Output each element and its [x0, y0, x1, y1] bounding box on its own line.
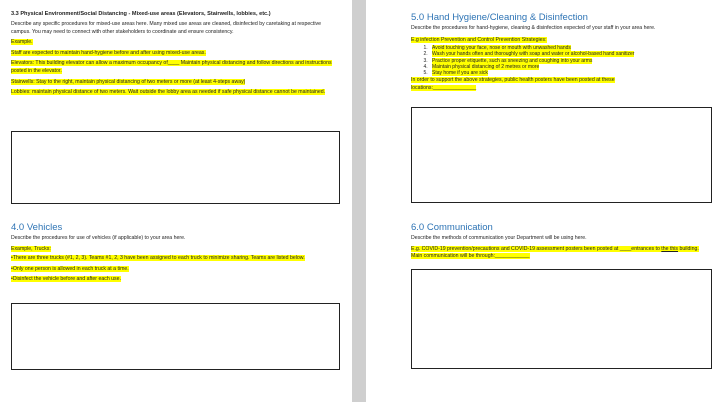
section-3-3 — [11, 11, 340, 97]
section-4-0 — [11, 222, 340, 284]
example-label: Example, Trucks: — [11, 245, 51, 252]
paragraph-disinfect: •Disinfect the vehicle before and after each use. — [11, 276, 121, 283]
paragraph-stairwells: Stairwells: Stay to the right, maintain physical distancing of two meters or more (at least 4-steps away) — [11, 78, 246, 85]
section-heading: 5.0 Hand Hygiene/Cleaning & Disinfection — [411, 12, 588, 23]
section-description: Describe the methods of communication your Department will be using here. — [411, 235, 587, 241]
paragraph-trucks: •There are three trucks (#1, 2, 3). Teams #1, 2, 3 have been assigned to each truck to minimize sharing. Teams are listed below. — [11, 255, 305, 262]
section-description: Describe the procedures for hand-hygiene, cleaning & disinfection expected of your staff in your area here. — [411, 25, 656, 31]
response-textbox-6-0[interactable] — [411, 269, 712, 369]
example-label: Example. — [11, 39, 33, 46]
section-6-0 — [411, 222, 711, 261]
example-label: E.g infection Prevention and Control Prevention Strategies: — [411, 36, 547, 43]
paragraph-communication: E.g. COVID-19 prevention/precautions and COVID-19 assessment posters been posted at ____entrances to the this building. Main communication will be through:____________ — [411, 245, 699, 260]
paragraph-one-person: •Only one person is allowed in each truck at a time. — [11, 265, 129, 272]
list-item: 1. Avoid touching your face, nose or mouth with unwashed hands — [429, 45, 711, 51]
response-textbox-4-0[interactable] — [11, 303, 340, 370]
section-heading: 6.0 Communication — [411, 222, 493, 233]
section-description: Describe any specific procedures for mixed-use areas here. Many mixed use areas are cleaned, disinfected by caretaking at respective campus. You may need to connect with other stakeholders to coordinate and ensure consistency. — [11, 21, 321, 35]
list-item: 4. Maintain physical distancing of 2 metres or more — [429, 64, 711, 70]
response-textbox-3-3[interactable] — [11, 131, 340, 204]
paragraph-posters: In order to support the above strategies, public health posters have been posted at these locations:_______________ — [411, 77, 615, 91]
response-textbox-5-0[interactable] — [411, 107, 712, 203]
strategy-list — [417, 45, 711, 76]
section-5-0 — [411, 12, 711, 92]
section-heading: 3.3 Physical Environment/Social Distancing - Mixed-use areas (Elevators, Stairwells, lobbies, etc.) — [11, 11, 271, 17]
paragraph-lobbies: Lobbies: maintain physical distance of two meters. Wait outside the lobby area as needed if safe physical distance cannot be maintained. — [11, 89, 326, 96]
list-item: 2. Wash your hands often and thoroughly with soap and water or alcohol-based hand sanitizer — [429, 51, 711, 57]
list-item: 3. Practice proper etiquette, such as sneezing and coughing into your arms — [429, 58, 711, 64]
list-item: 5. Stay home if you are sick — [429, 70, 711, 76]
paragraph-elevators: Elevators: This building elevator can allow a maximum occupancy of____ Maintain physical distancing and follow directions and instructions posted in the elevator. — [11, 60, 332, 74]
section-heading: 4.0 Vehicles — [11, 222, 63, 233]
paragraph-hand-hygiene: Staff are expected to maintain hand-hygiene before and after using mixed-use areas. — [11, 49, 206, 56]
section-description: Describe the procedures for use of vehicles (if applicable) to your area here. — [11, 235, 186, 241]
